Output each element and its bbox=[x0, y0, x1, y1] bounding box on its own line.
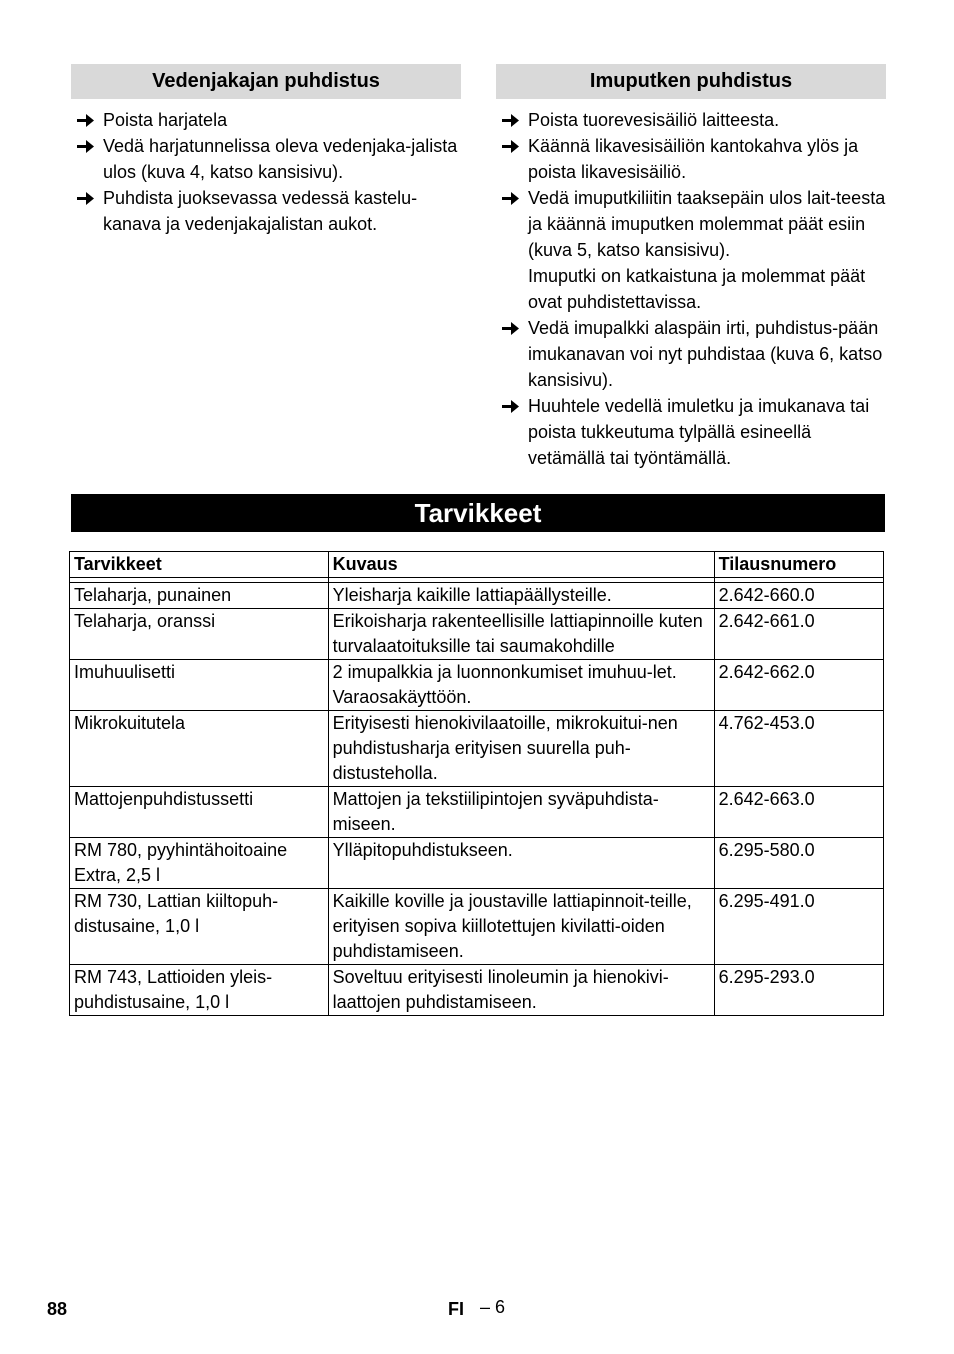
cell-description: Mattojen ja tekstiilipintojen syväpuhdista-miseen. bbox=[328, 787, 714, 838]
step-text: Huuhtele vedellä imuletku ja imukanava tai poista tukkeutuma tylpällä esineellä vetämällä tai työntämällä. bbox=[528, 396, 870, 468]
table-row bbox=[70, 711, 884, 787]
cell-order-number: 2.642-663.0 bbox=[714, 787, 883, 838]
step-item bbox=[71, 185, 461, 237]
arrow-right-icon bbox=[502, 114, 519, 127]
step-text: Vedä imuputkiliitin taaksepäin ulos lait-teesta ja käännä imuputken molemmat päät esiin (kuva 5, katso kansisivu). bbox=[528, 188, 886, 260]
table-row bbox=[70, 609, 884, 660]
cell-description: 2 imupalkkia ja luonnonkumiset imuhuu-let. Varaosakäyttöön. bbox=[328, 660, 714, 711]
arrow-right-icon bbox=[77, 114, 94, 127]
arrow-right-icon bbox=[77, 140, 94, 153]
column-header-order-number: Tilausnumero bbox=[714, 552, 883, 578]
step-item bbox=[496, 185, 886, 263]
cell-order-number: 2.642-661.0 bbox=[714, 609, 883, 660]
step-note: Imuputki on katkaistuna ja molemmat päät ovat puhdistettavissa. bbox=[528, 266, 866, 312]
cell-order-number: 2.642-662.0 bbox=[714, 660, 883, 711]
arrow-right-icon bbox=[502, 400, 519, 413]
cell-accessory: RM 743, Lattioiden yleis-puhdistusaine, 1,0 l bbox=[70, 965, 329, 1016]
cell-accessory: Mikrokuitutela bbox=[70, 711, 329, 787]
cell-order-number: 6.295-580.0 bbox=[714, 838, 883, 889]
left-section bbox=[71, 64, 461, 237]
table-header-row bbox=[70, 552, 884, 578]
step-item bbox=[496, 315, 886, 393]
step-item bbox=[71, 133, 461, 185]
right-section bbox=[496, 64, 886, 471]
section-heading-suction-pipe: Imuputken puhdistus bbox=[496, 64, 886, 99]
step-list bbox=[71, 107, 461, 237]
cell-accessory: RM 730, Lattian kiiltopuh-distusaine, 1,0 l bbox=[70, 889, 329, 965]
cell-description: Yleisharja kaikille lattiapäällysteille. bbox=[328, 583, 714, 609]
step-text: Poista harjatela bbox=[103, 110, 228, 130]
step-text: Vedä harjatunnelissa oleva vedenjaka-jalista ulos (kuva 4, katso kansisivu). bbox=[103, 136, 458, 182]
language-code: FI bbox=[448, 1299, 464, 1319]
step-text: Poista tuorevesisäiliö laitteesta. bbox=[528, 110, 780, 130]
cell-accessory: Imuhuulisetti bbox=[70, 660, 329, 711]
step-item bbox=[496, 107, 886, 133]
cell-description: Soveltuu erityisesti linoleumin ja hienokivi-laattojen puhdistamiseen. bbox=[328, 965, 714, 1016]
accessories-table bbox=[69, 551, 884, 1016]
cell-description: Erikoisharja rakenteellisille lattiapinnoille kuten turvalaatoituksille tai saumakohdille bbox=[328, 609, 714, 660]
step-item bbox=[496, 393, 886, 471]
section-heading-water-distributor: Vedenjakajan puhdistus bbox=[71, 64, 461, 99]
cell-order-number: 6.295-491.0 bbox=[714, 889, 883, 965]
accessories-banner: Tarvikkeet bbox=[71, 494, 885, 532]
step-text: Käännä likavesisäiliön kantokahva ylös ja poista likavesisäiliö. bbox=[528, 136, 859, 182]
table-row bbox=[70, 838, 884, 889]
step-item bbox=[71, 107, 461, 133]
column-header-description: Kuvaus bbox=[328, 552, 714, 578]
cell-description: Erityisesti hienokivilaatoille, mikrokuitui-nen puhdistusharja erityisen suurella puh-distusteholla. bbox=[328, 711, 714, 787]
cell-accessory: Telaharja, oranssi bbox=[70, 609, 329, 660]
cell-description: Ylläpitopuhdistukseen. bbox=[328, 838, 714, 889]
cell-accessory: Telaharja, punainen bbox=[70, 583, 329, 609]
cell-order-number: 6.295-293.0 bbox=[714, 965, 883, 1016]
step-text: Vedä imupalkki alaspäin irti, puhdistus-pään imukanavan voi nyt puhdistaa (kuva 6, katso kansisivu). bbox=[528, 318, 883, 390]
step-item bbox=[496, 133, 886, 185]
table-row bbox=[70, 889, 884, 965]
table-row bbox=[70, 583, 884, 609]
arrow-right-icon bbox=[502, 140, 519, 153]
step-text: Puhdista juoksevassa vedessä kastelu-kanava ja vedenjakajalistan aukot. bbox=[103, 188, 418, 234]
section-page-number: – 6 bbox=[480, 1297, 506, 1317]
cell-accessory: RM 780, pyyhintähoitoaine Extra, 2,5 l bbox=[70, 838, 329, 889]
table-row bbox=[70, 787, 884, 838]
step-list bbox=[496, 107, 886, 471]
arrow-right-icon bbox=[502, 322, 519, 335]
arrow-right-icon bbox=[77, 192, 94, 205]
cell-accessory: Mattojenpuhdistussetti bbox=[70, 787, 329, 838]
arrow-right-icon bbox=[502, 192, 519, 205]
table-row bbox=[70, 660, 884, 711]
column-header-accessory: Tarvikkeet bbox=[70, 552, 329, 578]
cell-order-number: 4.762-453.0 bbox=[714, 711, 883, 787]
page-number: 88 bbox=[47, 1299, 68, 1319]
cell-description: Kaikille koville ja joustaville lattiapinnoit-teille, erityisen sopiva kiillotettujen kivilatti-oiden puhdistamiseen. bbox=[328, 889, 714, 965]
table-row bbox=[70, 965, 884, 1016]
cell-order-number: 2.642-660.0 bbox=[714, 583, 883, 609]
